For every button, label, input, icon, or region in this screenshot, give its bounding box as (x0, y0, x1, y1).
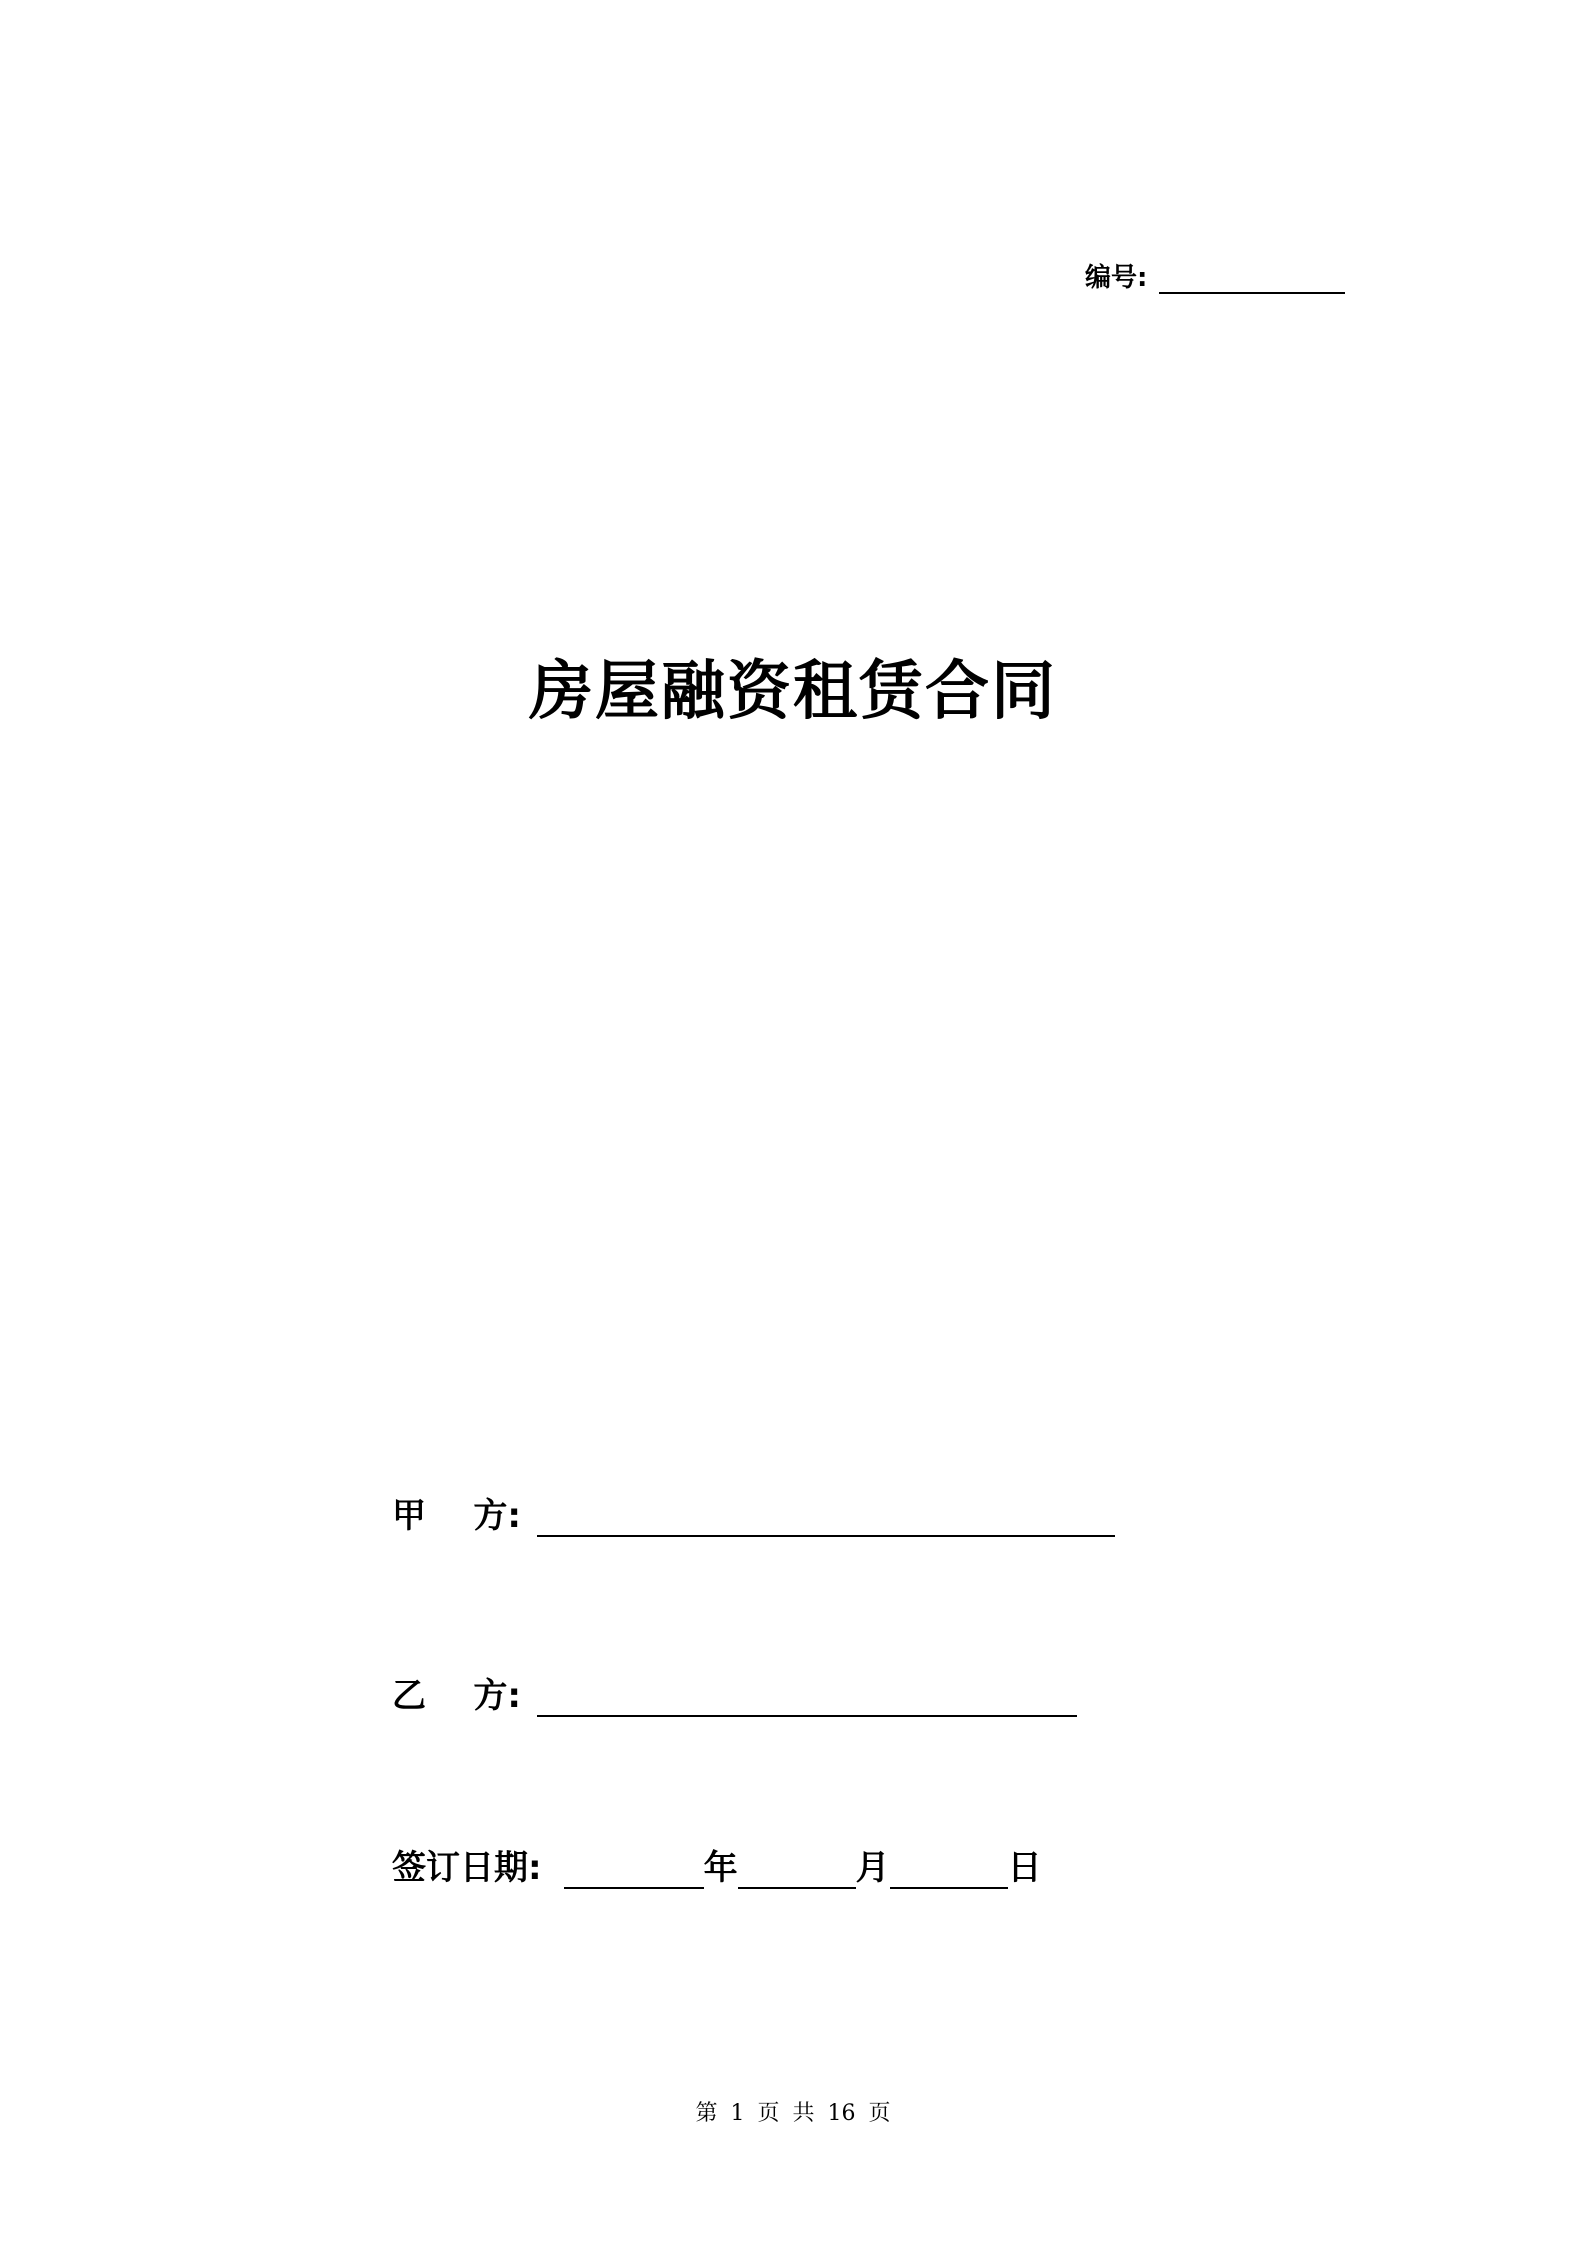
signing-date-row (392, 1840, 1042, 1889)
day-unit: 日 (1007, 1848, 1042, 1888)
serial-number-row (1085, 254, 1345, 294)
party-b-row (392, 1668, 1077, 1717)
party-a-blank (537, 1495, 1115, 1537)
party-a-row (392, 1488, 1115, 1537)
serial-number-blank (1159, 262, 1345, 294)
month-unit: 月 (855, 1848, 890, 1888)
party-b-label: 乙 方: (392, 1676, 521, 1716)
serial-number-label: 编号: (1085, 263, 1148, 293)
day-blank (890, 1847, 1008, 1889)
year-blank (564, 1847, 704, 1889)
page-footer: 第 1 页 共 16 页 (695, 2101, 891, 2126)
year-unit: 年 (703, 1848, 738, 1888)
party-b-blank (537, 1675, 1077, 1717)
party-a-label: 甲 方: (392, 1496, 521, 1536)
document-title: 房屋融资租赁合同 (529, 655, 1057, 729)
month-blank (738, 1847, 856, 1889)
signing-date-label: 签订日期: (392, 1848, 542, 1888)
